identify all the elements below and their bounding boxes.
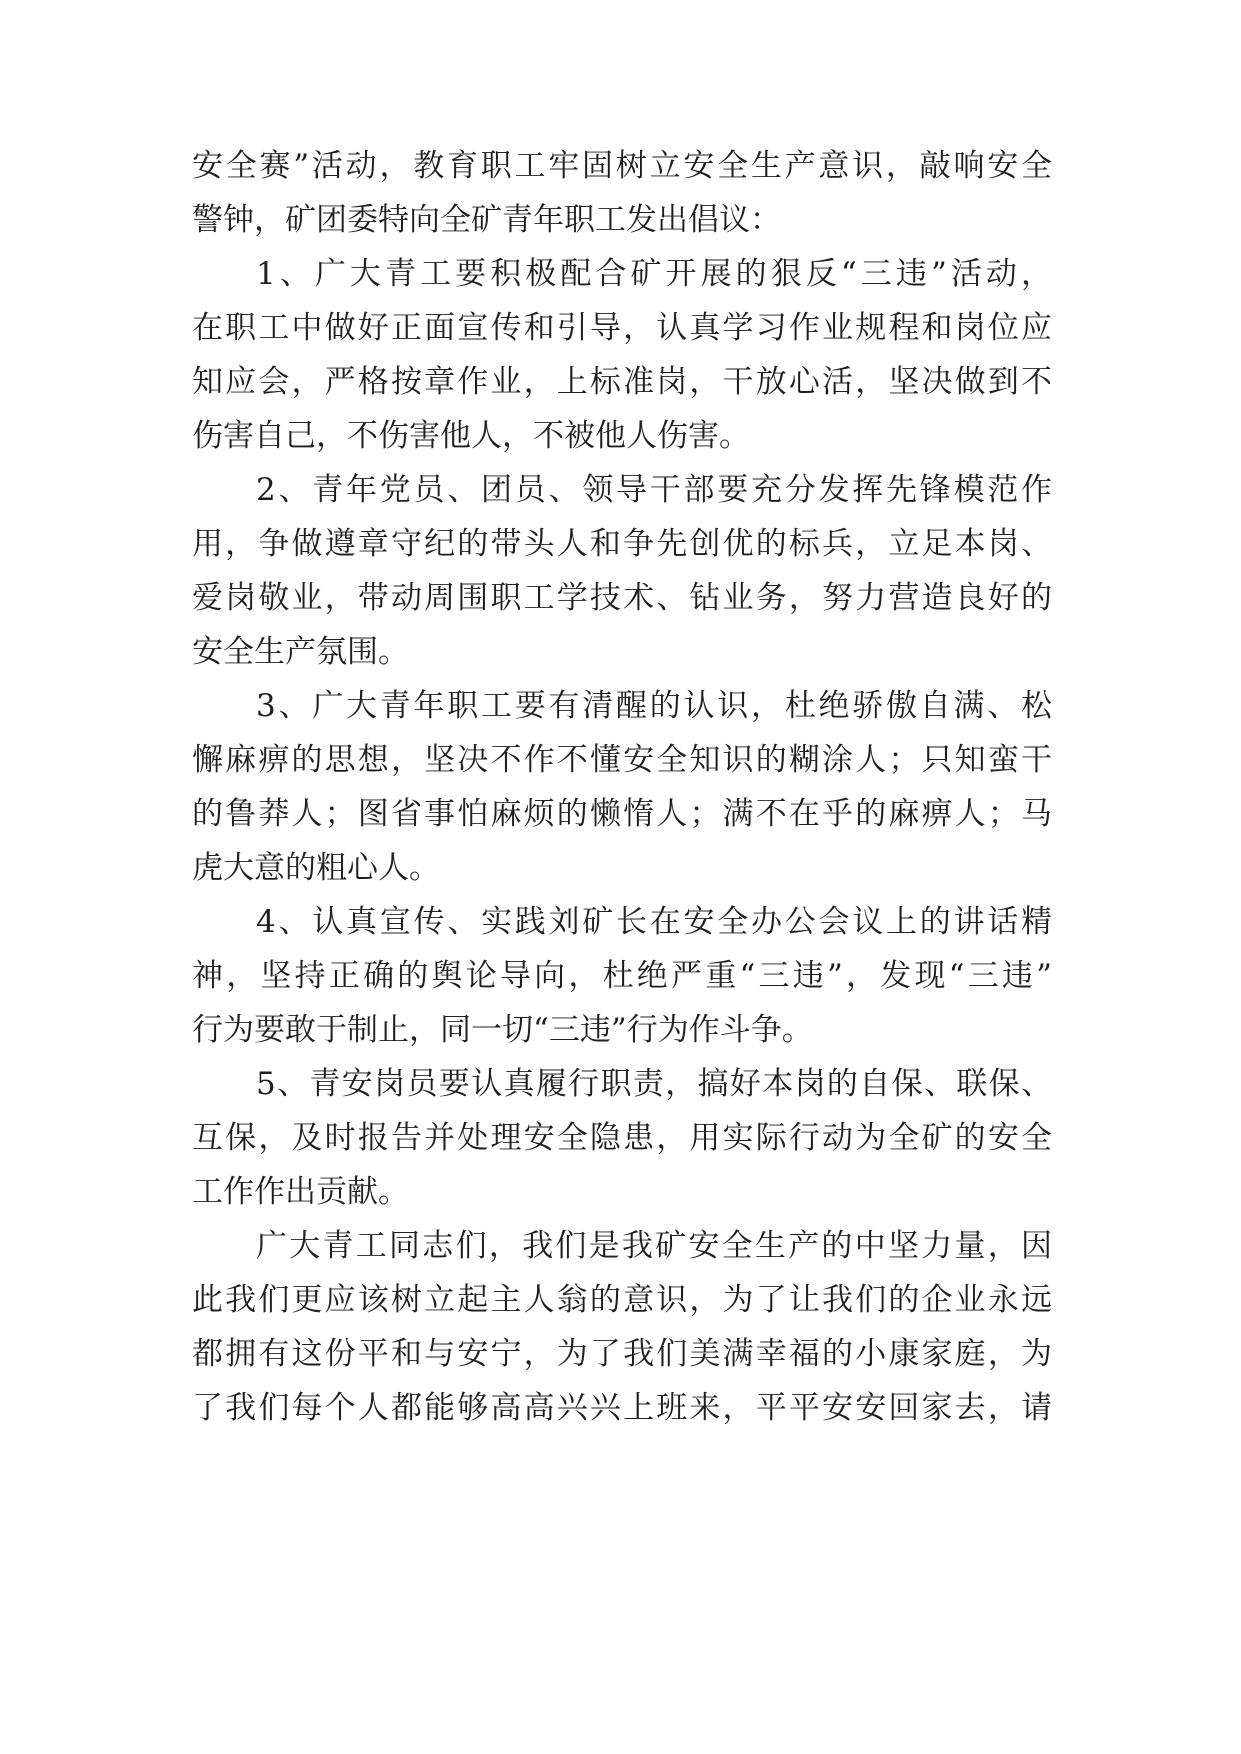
closing-paragraph-line: 广大青工同志们，我们是我矿安全生产的中坚力量，因	[256, 1228, 1052, 1264]
list-item-2-line: 2、青年党员、团员、领导干部要充分发挥先锋模范作	[256, 472, 1052, 508]
body-line: 了我们每个人都能够高高兴兴上班来，平平安安回家去，请	[192, 1390, 1052, 1426]
list-item-5-line: 5、青安岗员要认真履行职责，搞好本岗的自保、联保、	[256, 1066, 1052, 1102]
body-line: 的鲁莽人；图省事怕麻烦的懒惰人；满不在乎的麻痹人；马	[192, 796, 1052, 832]
body-line: 此我们更应该树立起主人翁的意识，为了让我们的企业永远	[192, 1282, 1052, 1318]
body-line: 警钟，矿团委特向全矿青年职工发出倡议：	[192, 202, 781, 238]
body-line: 懈麻痹的思想，坚决不作不懂安全知识的糊涂人；只知蛮干	[192, 742, 1052, 778]
body-line: 安全生产氛围。	[192, 634, 409, 670]
body-line: 知应会，严格按章作业，上标准岗，干放心活，坚决做到不	[192, 364, 1052, 400]
body-line: 神，坚持正确的舆论导向，杜绝严重“三违”，发现“三违”	[192, 958, 1052, 994]
body-line: 在职工中做好正面宣传和引导，认真学习作业规程和岗位应	[192, 310, 1052, 346]
body-line: 用，争做遵章守纪的带头人和争先创优的标兵，立足本岗、	[192, 526, 1052, 562]
body-line: 虎大意的粗心人。	[192, 850, 440, 886]
body-line: 行为要敢于制止，同一切“三违”行为作斗争。	[192, 1012, 813, 1048]
body-line: 安全赛”活动，教育职工牢固树立安全生产意识，敲响安全	[192, 148, 1052, 184]
list-item-4-line: 4、认真宣传、实践刘矿长在安全办公会议上的讲话精	[256, 904, 1052, 940]
body-line: 爱岗敬业，带动周围职工学技术、钻业务，努力营造良好的	[192, 580, 1052, 616]
body-line: 工作作出贡献。	[192, 1174, 409, 1210]
list-item-3-line: 3、广大青年职工要有清醒的认识，杜绝骄傲自满、松	[256, 688, 1052, 724]
body-line: 都拥有这份平和与安宁，为了我们美满幸福的小康家庭，为	[192, 1336, 1052, 1372]
body-line: 伤害自己，不伤害他人，不被他人伤害。	[192, 418, 750, 454]
list-item-1-line: 1、广大青工要积极配合矿开展的狠反“三违”活动，	[256, 256, 1052, 292]
body-line: 互保，及时报告并处理安全隐患，用实际行动为全矿的安全	[192, 1120, 1052, 1156]
